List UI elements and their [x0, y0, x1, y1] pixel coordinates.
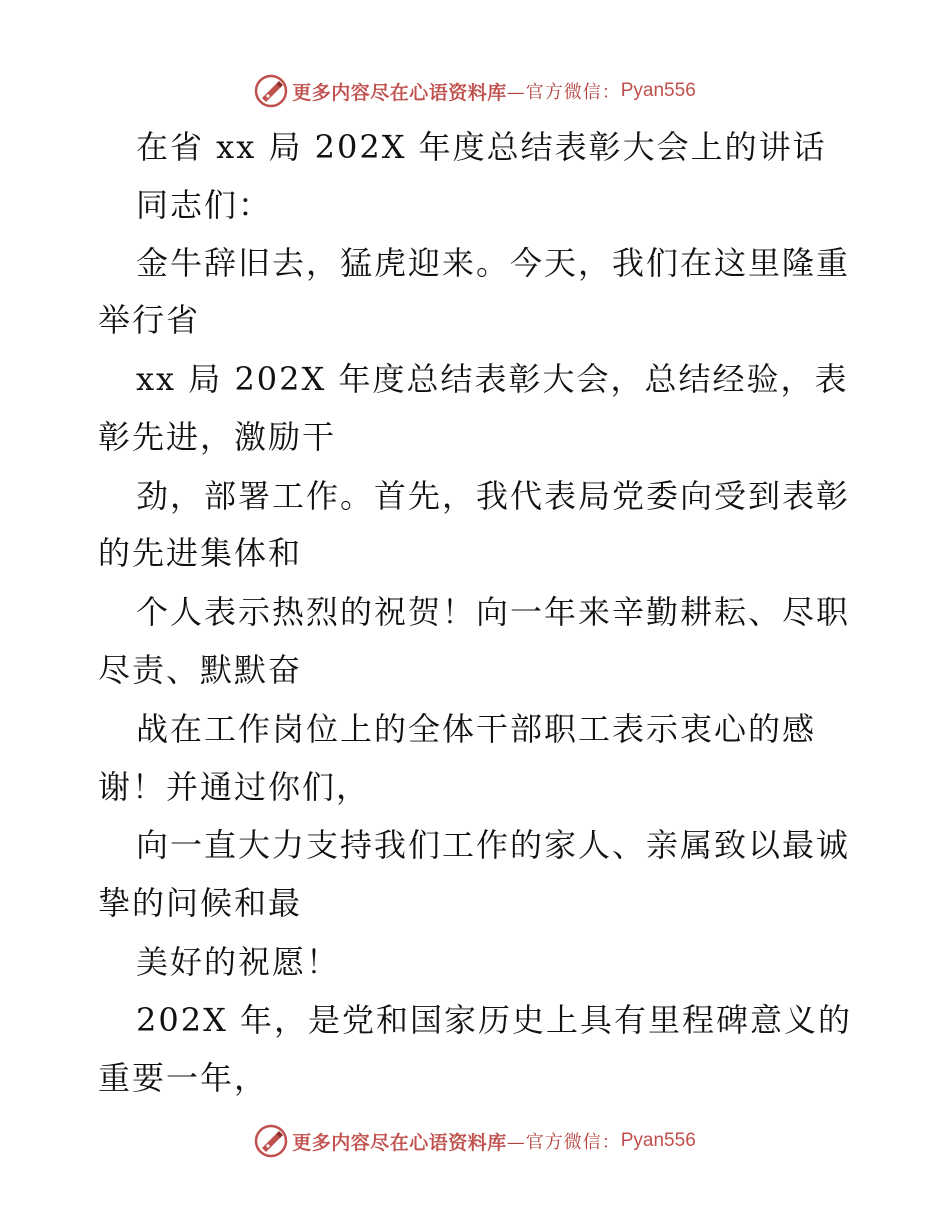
paragraph-line: 美好的祝愿！ — [136, 943, 341, 981]
paragraph-line: 202X 年，是党和国家历史上具有里程碑意义的 — [136, 1001, 853, 1039]
banner-main-text: 更多内容尽在心语资料库 — [292, 81, 507, 104]
paragraph-line: 战在工作岗位上的全体干部职工表示衷心的感 — [136, 710, 817, 748]
paragraph-line: 重要一年， — [98, 1059, 269, 1097]
banner-sub-text: —官方微信： — [506, 1132, 621, 1153]
paragraph-line: 劲，部署工作。首先，我代表局党委向受到表彰 — [136, 477, 851, 515]
paragraph-line: 挚的问候和最 — [98, 884, 303, 922]
pen-nib-logo-icon — [254, 1124, 288, 1158]
banner-main-text: 更多内容尽在心语资料库 — [292, 1131, 507, 1154]
paragraph-line: 向一直大力支持我们工作的家人、亲属致以最诚 — [136, 826, 851, 864]
paragraph-line: 谢！并通过你们， — [98, 768, 371, 806]
paragraph-line: 同志们： — [136, 186, 273, 224]
paragraph-line: 举行省 — [98, 301, 201, 339]
banner-wechat-id: Pyan556 — [620, 80, 696, 101]
paragraph-line: xx 局 202X 年度总结表彰大会，总结经验，表 — [136, 360, 849, 398]
paragraph-line: 金牛辞旧去，猛虎迎来。今天，我们在这里隆重 — [136, 244, 851, 282]
banner-sub-text: —官方微信： — [506, 82, 621, 103]
footer-watermark-banner — [0, 1121, 950, 1161]
banner-wechat-id: Pyan556 — [620, 1130, 696, 1151]
header-watermark-banner — [0, 71, 950, 111]
paragraph-line: 尽责、默默奋 — [98, 651, 303, 689]
pen-nib-logo-icon — [254, 74, 288, 108]
paragraph-line: 个人表示热烈的祝贺！向一年来辛勤耕耘、尽职 — [136, 593, 851, 631]
paragraph-line: 彰先进，激励干 — [98, 418, 337, 456]
paragraph-line: 的先进集体和 — [98, 534, 303, 572]
document-title: 在省 xx 局 202X 年度总结表彰大会上的讲话 — [136, 128, 827, 166]
